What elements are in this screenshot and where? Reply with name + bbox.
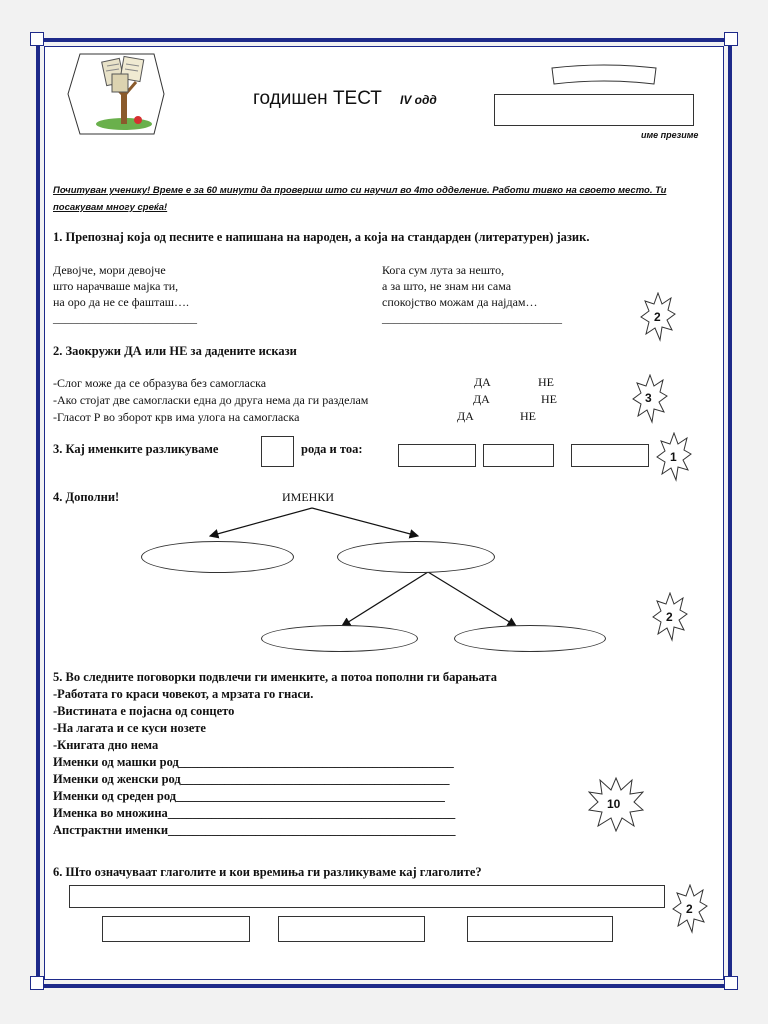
question-3-suffix: рода и тоа: [301,442,363,456]
answer-line-left[interactable]: ________________________ [53,311,197,325]
arrow-sub-right [428,572,516,626]
diagram-oval-left[interactable] [141,541,294,573]
proverb: -Работата го краси човекот, а мрзата го гнаси. [53,687,314,701]
poem-line: Кога сум лута за нешто, [382,263,505,277]
arrow-left [210,508,312,536]
question-5: 5. Во следните поговорки подвлечи ги именките, а потоа пополни ги барањата [53,670,497,684]
page-title: годишен ТЕСТ [253,88,382,109]
no-option[interactable]: НЕ [538,375,554,389]
no-option[interactable]: НЕ [520,409,536,423]
arrow-sub-left [342,572,428,626]
fill-row-plural[interactable]: Именка во множина______________________________________________ [53,806,456,820]
statement: -Гласот Р во зборот крв има улога на самогласка [53,410,300,424]
statement: -Слог може да се образува без самогласка [53,376,267,390]
diagram-oval-sub-left[interactable] [261,625,418,652]
yes-option[interactable]: ДА [473,392,490,406]
points-badge-q6: 2 [672,884,708,934]
question-2: 2. Заокружи ДА или НЕ за дадените искази [53,344,297,358]
fill-row-neuter[interactable]: Именки од среден род___________________________________________ [53,789,445,803]
arrow-right [312,508,418,536]
fill-row-abstract[interactable]: Апстрактни именки______________________________________________ [53,823,456,837]
fill-row-feminine[interactable]: Именки од женски род___________________________________________ [53,772,450,786]
proverb: -Вистината е појасна од сонцето [53,704,235,718]
fill-row-masculine[interactable]: Именки од машки род____________________________________________ [53,755,454,769]
poem-line: а за што, не знам ни сама [382,279,512,293]
tense-answer-box[interactable] [102,916,250,942]
tense-answer-box[interactable] [467,916,613,942]
poem-line: што нарачваше мајка ти, [53,279,179,293]
question-1: 1. Препознај која од песните е напишана на народен, а која на стандарден (литературен) јазик. [53,230,590,244]
no-option[interactable]: НЕ [541,392,557,406]
points-badge-q2: 3 [632,374,668,424]
points-badge-q1: 2 [640,292,676,342]
proverb: -Книгата дно нема [53,738,159,752]
diagram-oval-right[interactable] [337,541,495,573]
grade-label: IV одд [400,93,437,107]
statement: -Ако стојат две самогласки една до друга нема да ги разделам [53,393,369,407]
points-badge-q5: 10 [588,776,644,832]
intro-text: Почитуван ученику! Време е за 60 минути да провериш што си научил во 4то одделение. Работи тивко на своето место. Ти посакувам многу среќа! [53,185,667,213]
points-badge-q4: 2 [652,592,688,642]
proverb: -На лагата и се куси нозете [53,721,206,735]
yes-option[interactable]: ДА [457,409,474,423]
poem-line: Девојче, мори девојче [53,263,166,277]
poem-line: на оро да не се фашташ…. [53,295,190,309]
answer-line-right[interactable]: ______________________________ [382,311,562,325]
name-caption: име презиме [641,130,699,140]
diagram-oval-sub-right[interactable] [454,625,606,652]
question-4: 4. Дополни! [53,490,120,504]
question-5-block [53,669,497,839]
diagram-root-label: ИМЕНКИ [282,490,335,504]
tense-answer-box[interactable] [278,916,425,942]
question-6: 6. Што означуваат глаголите и кои времиња ги разликуваме кај глаголите? [53,865,482,879]
question-3: 3. Кај именките разликуваме [53,442,219,456]
yes-option[interactable]: ДА [474,375,491,389]
verb-meaning-field[interactable] [69,885,665,908]
poem-line: спокојство можам да најдам… [382,295,538,309]
points-badge-q3: 1 [656,432,692,482]
